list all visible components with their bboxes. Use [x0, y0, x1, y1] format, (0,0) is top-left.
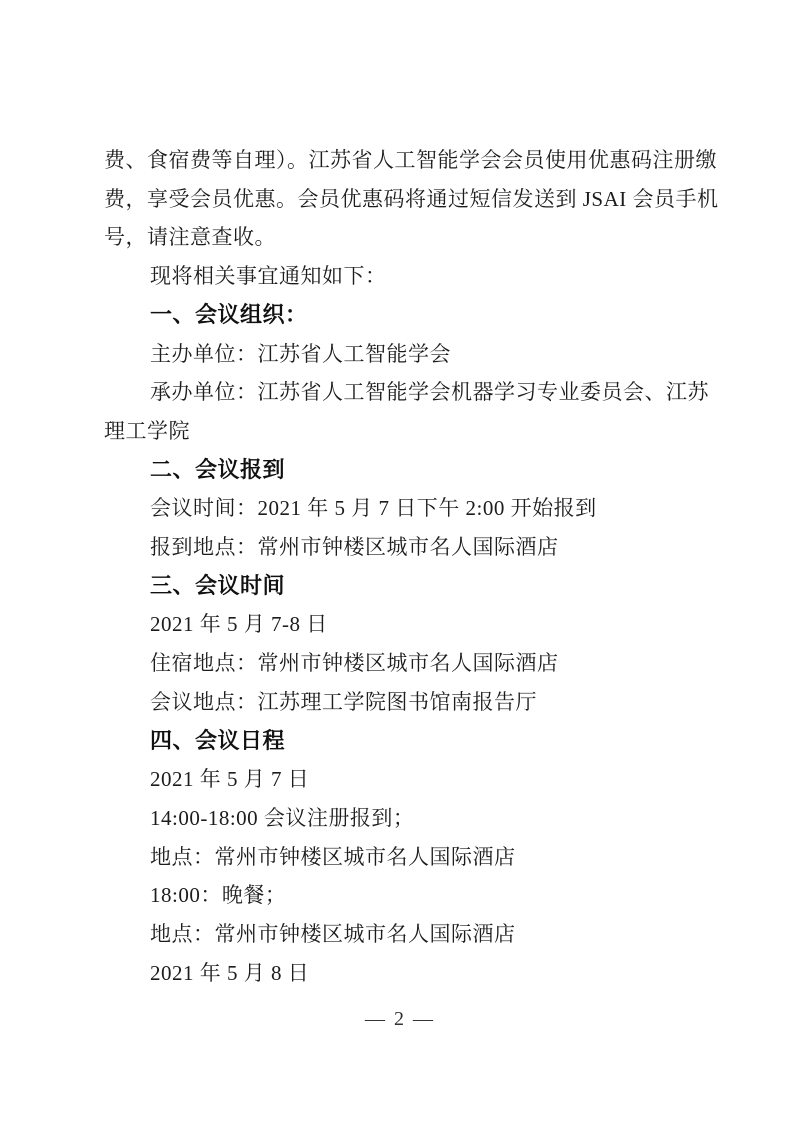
section-heading-time: 三、会议时间	[150, 572, 286, 598]
notice-line: 现将相关事宜通知如下：	[150, 264, 387, 289]
page-number: — 2 —	[365, 1008, 435, 1030]
organizer-unit-line: 承办单位：江苏省人工智能学会机器学习专业委员会、江苏	[150, 380, 709, 405]
section-heading-agenda: 四、会议日程	[150, 727, 286, 753]
intro-line-2: 费，享受会员优惠。会员优惠码将通过短信发送到 JSAI 会员手机	[104, 186, 719, 211]
organizer-unit-wrap-line: 理工学院	[104, 418, 190, 443]
host-unit-line: 主办单位：江苏省人工智能学会	[150, 341, 451, 366]
agenda-place-1-line: 地点：常州市钟楼区城市名人国际酒店	[150, 844, 516, 869]
meeting-date-line: 2021 年 5 月 7-8 日	[150, 612, 328, 637]
agenda-place-2-line: 地点：常州市钟楼区城市名人国际酒店	[150, 922, 516, 947]
section-heading-organization: 一、会议组织：	[150, 301, 308, 327]
meeting-place-line: 会议地点：江苏理工学院图书馆南报告厅	[150, 689, 537, 714]
section-heading-checkin: 二、会议报到	[150, 456, 286, 482]
agenda-dinner-line: 18:00：晚餐；	[150, 883, 287, 908]
lodging-place-line: 住宿地点：常州市钟楼区城市名人国际酒店	[150, 651, 559, 676]
agenda-registration-line: 14:00-18:00 会议注册报到；	[150, 805, 415, 830]
intro-line-3: 号，请注意查收。	[104, 225, 276, 250]
checkin-time-line: 会议时间：2021 年 5 月 7 日下午 2:00 开始报到	[150, 496, 597, 521]
checkin-place-line: 报到地点：常州市钟楼区城市名人国际酒店	[150, 535, 559, 560]
agenda-date-1-line: 2021 年 5 月 7 日	[150, 767, 310, 792]
intro-line-1: 费、食宿费等自理）。江苏省人工智能学会会员使用优惠码注册缴	[104, 148, 717, 172]
agenda-date-2-line: 2021 年 5 月 8 日	[150, 960, 310, 985]
